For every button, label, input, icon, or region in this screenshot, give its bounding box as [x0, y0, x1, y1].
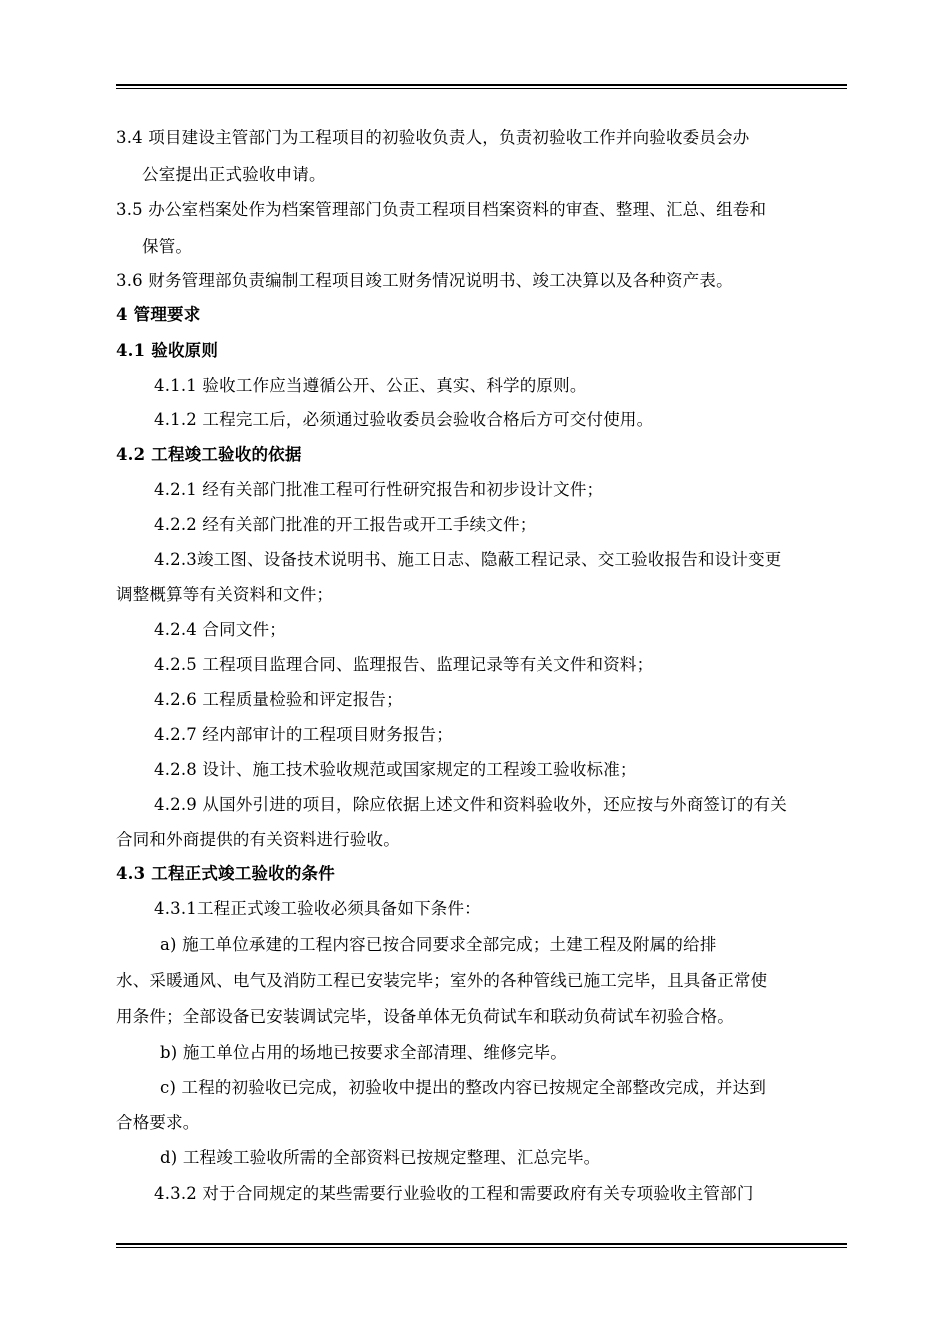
- paragraph-line: 4.2.6 工程质量检验和评定报告；: [154, 690, 403, 709]
- paragraph-line: 4.2.5 工程项目监理合同、监理报告、监理记录等有关文件和资料；: [154, 655, 654, 674]
- paragraph-line: 4.2.2 经有关部门批准的开工报告或开工手续文件；: [154, 515, 537, 534]
- section-heading: 4.3 工程正式竣工验收的条件: [116, 864, 335, 883]
- section-heading: 4.2 工程竣工验收的依据: [116, 445, 302, 464]
- paragraph-line: 4.3.1工程正式竣工验收必须具备如下条件：: [154, 899, 481, 918]
- paragraph-line: 3.5 办公室档案处作为档案管理部门负责工程项目档案资料的审查、整理、汇总、组卷和: [116, 200, 767, 219]
- paragraph-line: 4.2.3竣工图、设备技术说明书、施工日志、隐蔽工程记录、交工验收报告和设计变更: [154, 550, 782, 569]
- list-item-line: c) 工程的初验收已完成，初验收中提出的整改内容已按规定全部整改完成，并达到: [160, 1078, 767, 1097]
- list-item-line: 水、采暖通风、电气及消防工程已安装完毕；室外的各种管线已施工完毕，且具备正常使: [116, 971, 768, 990]
- section-heading: 4 管理要求: [116, 305, 201, 324]
- paragraph-line: 4.2.7 经内部审计的工程项目财务报告；: [154, 725, 453, 744]
- paragraph-line: 3.4 项目建设主管部门为工程项目的初验收负责人，负责初验收工作并向验收委员会办: [116, 128, 750, 147]
- list-item-line: d) 工程竣工验收所需的全部资料已按规定整理、汇总完毕。: [160, 1148, 601, 1167]
- section-heading: 4.1 验收原则: [116, 341, 219, 360]
- list-item-line: a) 施工单位承建的工程内容已按合同要求全部完成；土建工程及附属的给排: [160, 935, 717, 954]
- footer-rule: [116, 1243, 847, 1248]
- list-item-line: b) 施工单位占用的场地已按要求全部清理、维修完毕。: [160, 1043, 567, 1062]
- paragraph-line: 调整概算等有关资料和文件；: [116, 585, 334, 604]
- header-rule: [116, 84, 847, 89]
- paragraph-line: 3.6 财务管理部负责编制工程项目竣工财务情况说明书、竣工决算以及各种资产表。: [116, 271, 733, 290]
- list-item-line: 合格要求。: [116, 1113, 200, 1132]
- paragraph-line: 4.1.1 验收工作应当遵循公开、公正、真实、科学的原则。: [154, 376, 587, 395]
- paragraph-line: 4.2.1 经有关部门批准工程可行性研究报告和初步设计文件；: [154, 480, 604, 499]
- paragraph-line: 4.2.4 合同文件；: [154, 620, 286, 639]
- paragraph-line: 4.2.9 从国外引进的项目，除应依据上述文件和资料验收外，还应按与外商签订的有关: [154, 795, 787, 814]
- paragraph-line: 公室提出正式验收申请。: [142, 165, 326, 184]
- paragraph-line: 4.3.2 对于合同规定的某些需要行业验收的工程和需要政府有关专项验收主管部门: [154, 1184, 754, 1203]
- list-item-line: 用条件；全部设备已安装调试完毕，设备单体无负荷试车和联动负荷试车初验合格。: [116, 1007, 734, 1026]
- paragraph-line: 合同和外商提供的有关资料进行验收。: [116, 830, 400, 849]
- paragraph-line: 保管。: [142, 237, 193, 256]
- paragraph-line: 4.2.8 设计、施工技术验收规范或国家规定的工程竣工验收标准；: [154, 760, 637, 779]
- paragraph-line: 4.1.2 工程完工后，必须通过验收委员会验收合格后方可交付使用。: [154, 410, 654, 429]
